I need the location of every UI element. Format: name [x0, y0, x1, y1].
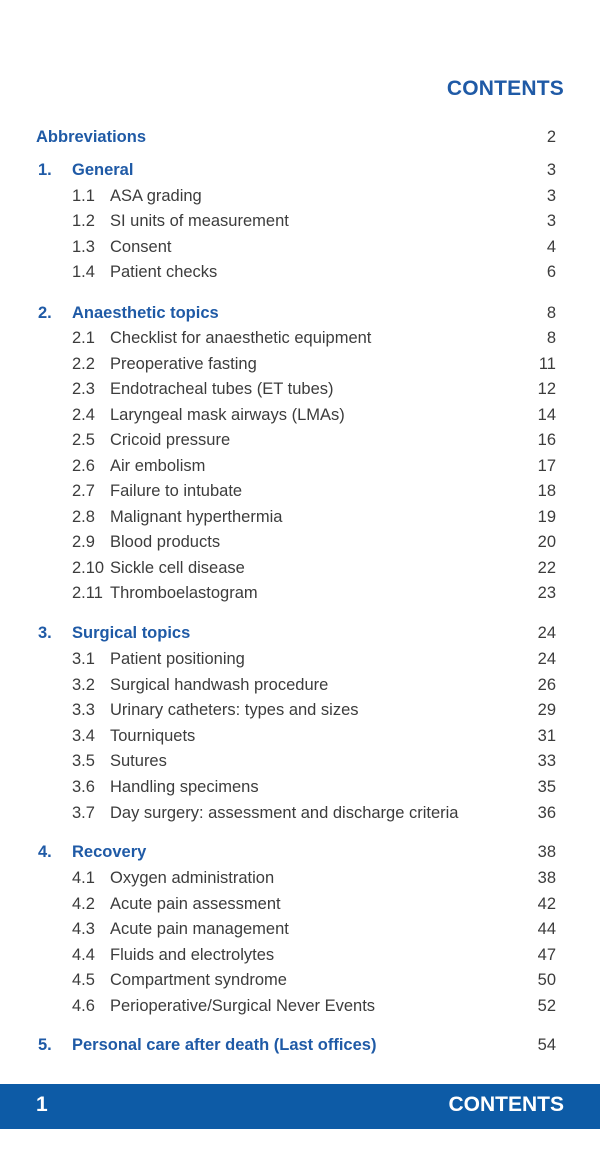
toc-subentry[interactable]	[0, 581, 600, 605]
subentry-title: Checklist for anaesthetic equipment	[110, 329, 372, 347]
subentry-number: 2.11	[72, 584, 103, 602]
subentry-number: 1.3	[72, 238, 95, 256]
subentry-page: 14	[537, 406, 556, 424]
subentry-title: Perioperative/Surgical Never Events	[110, 997, 376, 1015]
toc-subentry[interactable]	[0, 775, 600, 799]
toc-subentry[interactable]	[0, 530, 600, 554]
subentry-page: 47	[537, 946, 556, 964]
subentry-number: 4.3	[72, 920, 95, 938]
toc-subentry[interactable]	[0, 326, 600, 350]
subentry-number: 3.6	[72, 778, 95, 796]
subentry-page: 6	[546, 263, 556, 281]
subentry-page: 17	[537, 457, 556, 475]
toc-subentry[interactable]	[0, 260, 600, 284]
subentry-page: 8	[546, 329, 556, 347]
subentry-number: 2.5	[72, 431, 95, 449]
subentry-page: 31	[537, 727, 556, 745]
subentry-number: 2.1	[72, 329, 95, 347]
toc-subentry[interactable]	[0, 943, 600, 967]
subentry-page: 20	[537, 533, 556, 551]
toc-section-heading[interactable]	[0, 158, 600, 182]
section-page: 38	[537, 843, 556, 861]
toc-subentry[interactable]	[0, 647, 600, 671]
subentry-page: 19	[537, 508, 556, 526]
toc-subentry[interactable]	[0, 892, 600, 916]
toc-section-heading[interactable]	[0, 1033, 600, 1057]
subentry-title: SI units of measurement	[110, 212, 289, 230]
footer-title: CONTENTS	[448, 1093, 564, 1116]
toc-entry-abbreviations[interactable]	[0, 125, 600, 149]
subentry-number: 2.9	[72, 533, 95, 551]
subentry-number: 4.5	[72, 971, 95, 989]
subentry-number: 4.2	[72, 895, 95, 913]
subentry-number: 3.7	[72, 804, 95, 822]
subentry-page: 36	[537, 804, 556, 822]
subentry-number: 3.1	[72, 650, 95, 668]
toc-subentry[interactable]	[0, 749, 600, 773]
toc-subentry[interactable]	[0, 235, 600, 259]
toc-subentry[interactable]	[0, 184, 600, 208]
subentry-title: Handling specimens	[110, 778, 259, 796]
subentry-page: 44	[537, 920, 556, 938]
section-title: General	[72, 161, 134, 179]
subentry-page: 26	[537, 676, 556, 694]
subentry-title: Surgical handwash procedure	[110, 676, 329, 694]
subentry-title: Day surgery: assessment and discharge criteria	[110, 804, 459, 822]
subentry-number: 1.4	[72, 263, 95, 281]
subentry-page: 23	[537, 584, 556, 602]
subentry-title: Compartment syndrome	[110, 971, 287, 989]
footer-bar	[0, 1084, 600, 1129]
subentry-title: Laryngeal mask airways (LMAs)	[110, 406, 345, 424]
section-number: 1.	[38, 161, 52, 179]
subentry-title: Air embolism	[110, 457, 206, 475]
toc-subentry[interactable]	[0, 377, 600, 401]
footer-page-number: 1	[36, 1093, 48, 1116]
subentry-title: Acute pain management	[110, 920, 289, 938]
toc-subentry[interactable]	[0, 505, 600, 529]
subentry-page: 52	[537, 997, 556, 1015]
section-number: 2.	[38, 304, 52, 322]
subentry-number: 2.10	[72, 559, 105, 577]
subentry-number: 3.2	[72, 676, 95, 694]
toc-subentry[interactable]	[0, 866, 600, 890]
toc-subentry[interactable]	[0, 209, 600, 233]
toc-subentry[interactable]	[0, 724, 600, 748]
toc-entry-page: 2	[546, 128, 556, 146]
toc-subentry[interactable]	[0, 352, 600, 376]
toc-subentry[interactable]	[0, 403, 600, 427]
section-title: Anaesthetic topics	[72, 304, 219, 322]
subentry-title: Thromboelastogram	[110, 584, 258, 602]
toc-subentry[interactable]	[0, 917, 600, 941]
subentry-title: Acute pain assessment	[110, 895, 281, 913]
subentry-page: 42	[537, 895, 556, 913]
subentry-title: Sutures	[110, 752, 167, 770]
subentry-title: Fluids and electrolytes	[110, 946, 275, 964]
subentry-page: 4	[546, 238, 556, 256]
section-number: 3.	[38, 624, 52, 642]
subentry-title: Failure to intubate	[110, 482, 243, 500]
subentry-number: 4.6	[72, 997, 95, 1015]
section-page: 3	[546, 161, 556, 179]
subentry-number: 4.1	[72, 869, 95, 887]
subentry-number: 2.2	[72, 355, 95, 373]
subentry-title: Urinary catheters: types and sizes	[110, 701, 359, 719]
subentry-number: 2.4	[72, 406, 95, 424]
subentry-number: 2.8	[72, 508, 95, 526]
subentry-title: Tourniquets	[110, 727, 196, 745]
toc-subentry[interactable]	[0, 428, 600, 452]
section-number: 5.	[38, 1036, 52, 1054]
subentry-title: Cricoid pressure	[110, 431, 231, 449]
subentry-number: 4.4	[72, 946, 95, 964]
subentry-page: 18	[537, 482, 556, 500]
subentry-title: Sickle cell disease	[110, 559, 245, 577]
section-title: Recovery	[72, 843, 147, 861]
page-title: CONTENTS	[446, 77, 564, 100]
subentry-number: 2.7	[72, 482, 95, 500]
subentry-title: Blood products	[110, 533, 221, 551]
subentry-page: 3	[546, 212, 556, 230]
toc-subentry[interactable]	[0, 801, 600, 825]
toc-subentry[interactable]	[0, 698, 600, 722]
subentry-title: Oxygen administration	[110, 869, 275, 887]
subentry-page: 3	[546, 187, 556, 205]
subentry-title: Endotracheal tubes (ET tubes)	[110, 380, 334, 398]
toc-section-heading[interactable]	[0, 840, 600, 864]
subentry-title: Patient checks	[110, 263, 218, 281]
subentry-number: 3.3	[72, 701, 95, 719]
subentry-number: 3.5	[72, 752, 95, 770]
toc-entry-title: Abbreviations	[36, 128, 147, 146]
subentry-page: 38	[537, 869, 556, 887]
subentry-title: ASA grading	[110, 187, 202, 205]
section-title: Personal care after death (Last offices)	[72, 1036, 377, 1054]
toc-subentry[interactable]	[0, 556, 600, 580]
subentry-page: 29	[537, 701, 556, 719]
subentry-title: Patient positioning	[110, 650, 245, 668]
toc-subentry[interactable]	[0, 673, 600, 697]
section-page: 54	[537, 1036, 556, 1054]
section-page: 24	[537, 624, 556, 642]
subentry-page: 35	[537, 778, 556, 796]
toc-section-heading[interactable]	[0, 621, 600, 645]
toc-subentry[interactable]	[0, 968, 600, 992]
section-title: Surgical topics	[72, 624, 191, 642]
section-number: 4.	[38, 843, 52, 861]
subentry-number: 1.1	[72, 187, 95, 205]
toc-subentry[interactable]	[0, 479, 600, 503]
subentry-title: Consent	[110, 238, 172, 256]
subentry-page: 50	[537, 971, 556, 989]
subentry-title: Preoperative fasting	[110, 355, 257, 373]
toc-subentry[interactable]	[0, 454, 600, 478]
subentry-page: 24	[537, 650, 556, 668]
subentry-page: 11	[538, 355, 556, 373]
subentry-page: 33	[537, 752, 556, 770]
subentry-number: 1.2	[72, 212, 95, 230]
toc-subentry[interactable]	[0, 994, 600, 1018]
subentry-title: Malignant hyperthermia	[110, 508, 283, 526]
section-page: 8	[546, 304, 556, 322]
subentry-page: 22	[537, 559, 556, 577]
subentry-page: 12	[537, 380, 556, 398]
subentry-number: 2.6	[72, 457, 95, 475]
subentry-number: 3.4	[72, 727, 95, 745]
subentry-page: 16	[537, 431, 556, 449]
toc-section-heading[interactable]	[0, 301, 600, 325]
subentry-number: 2.3	[72, 380, 95, 398]
